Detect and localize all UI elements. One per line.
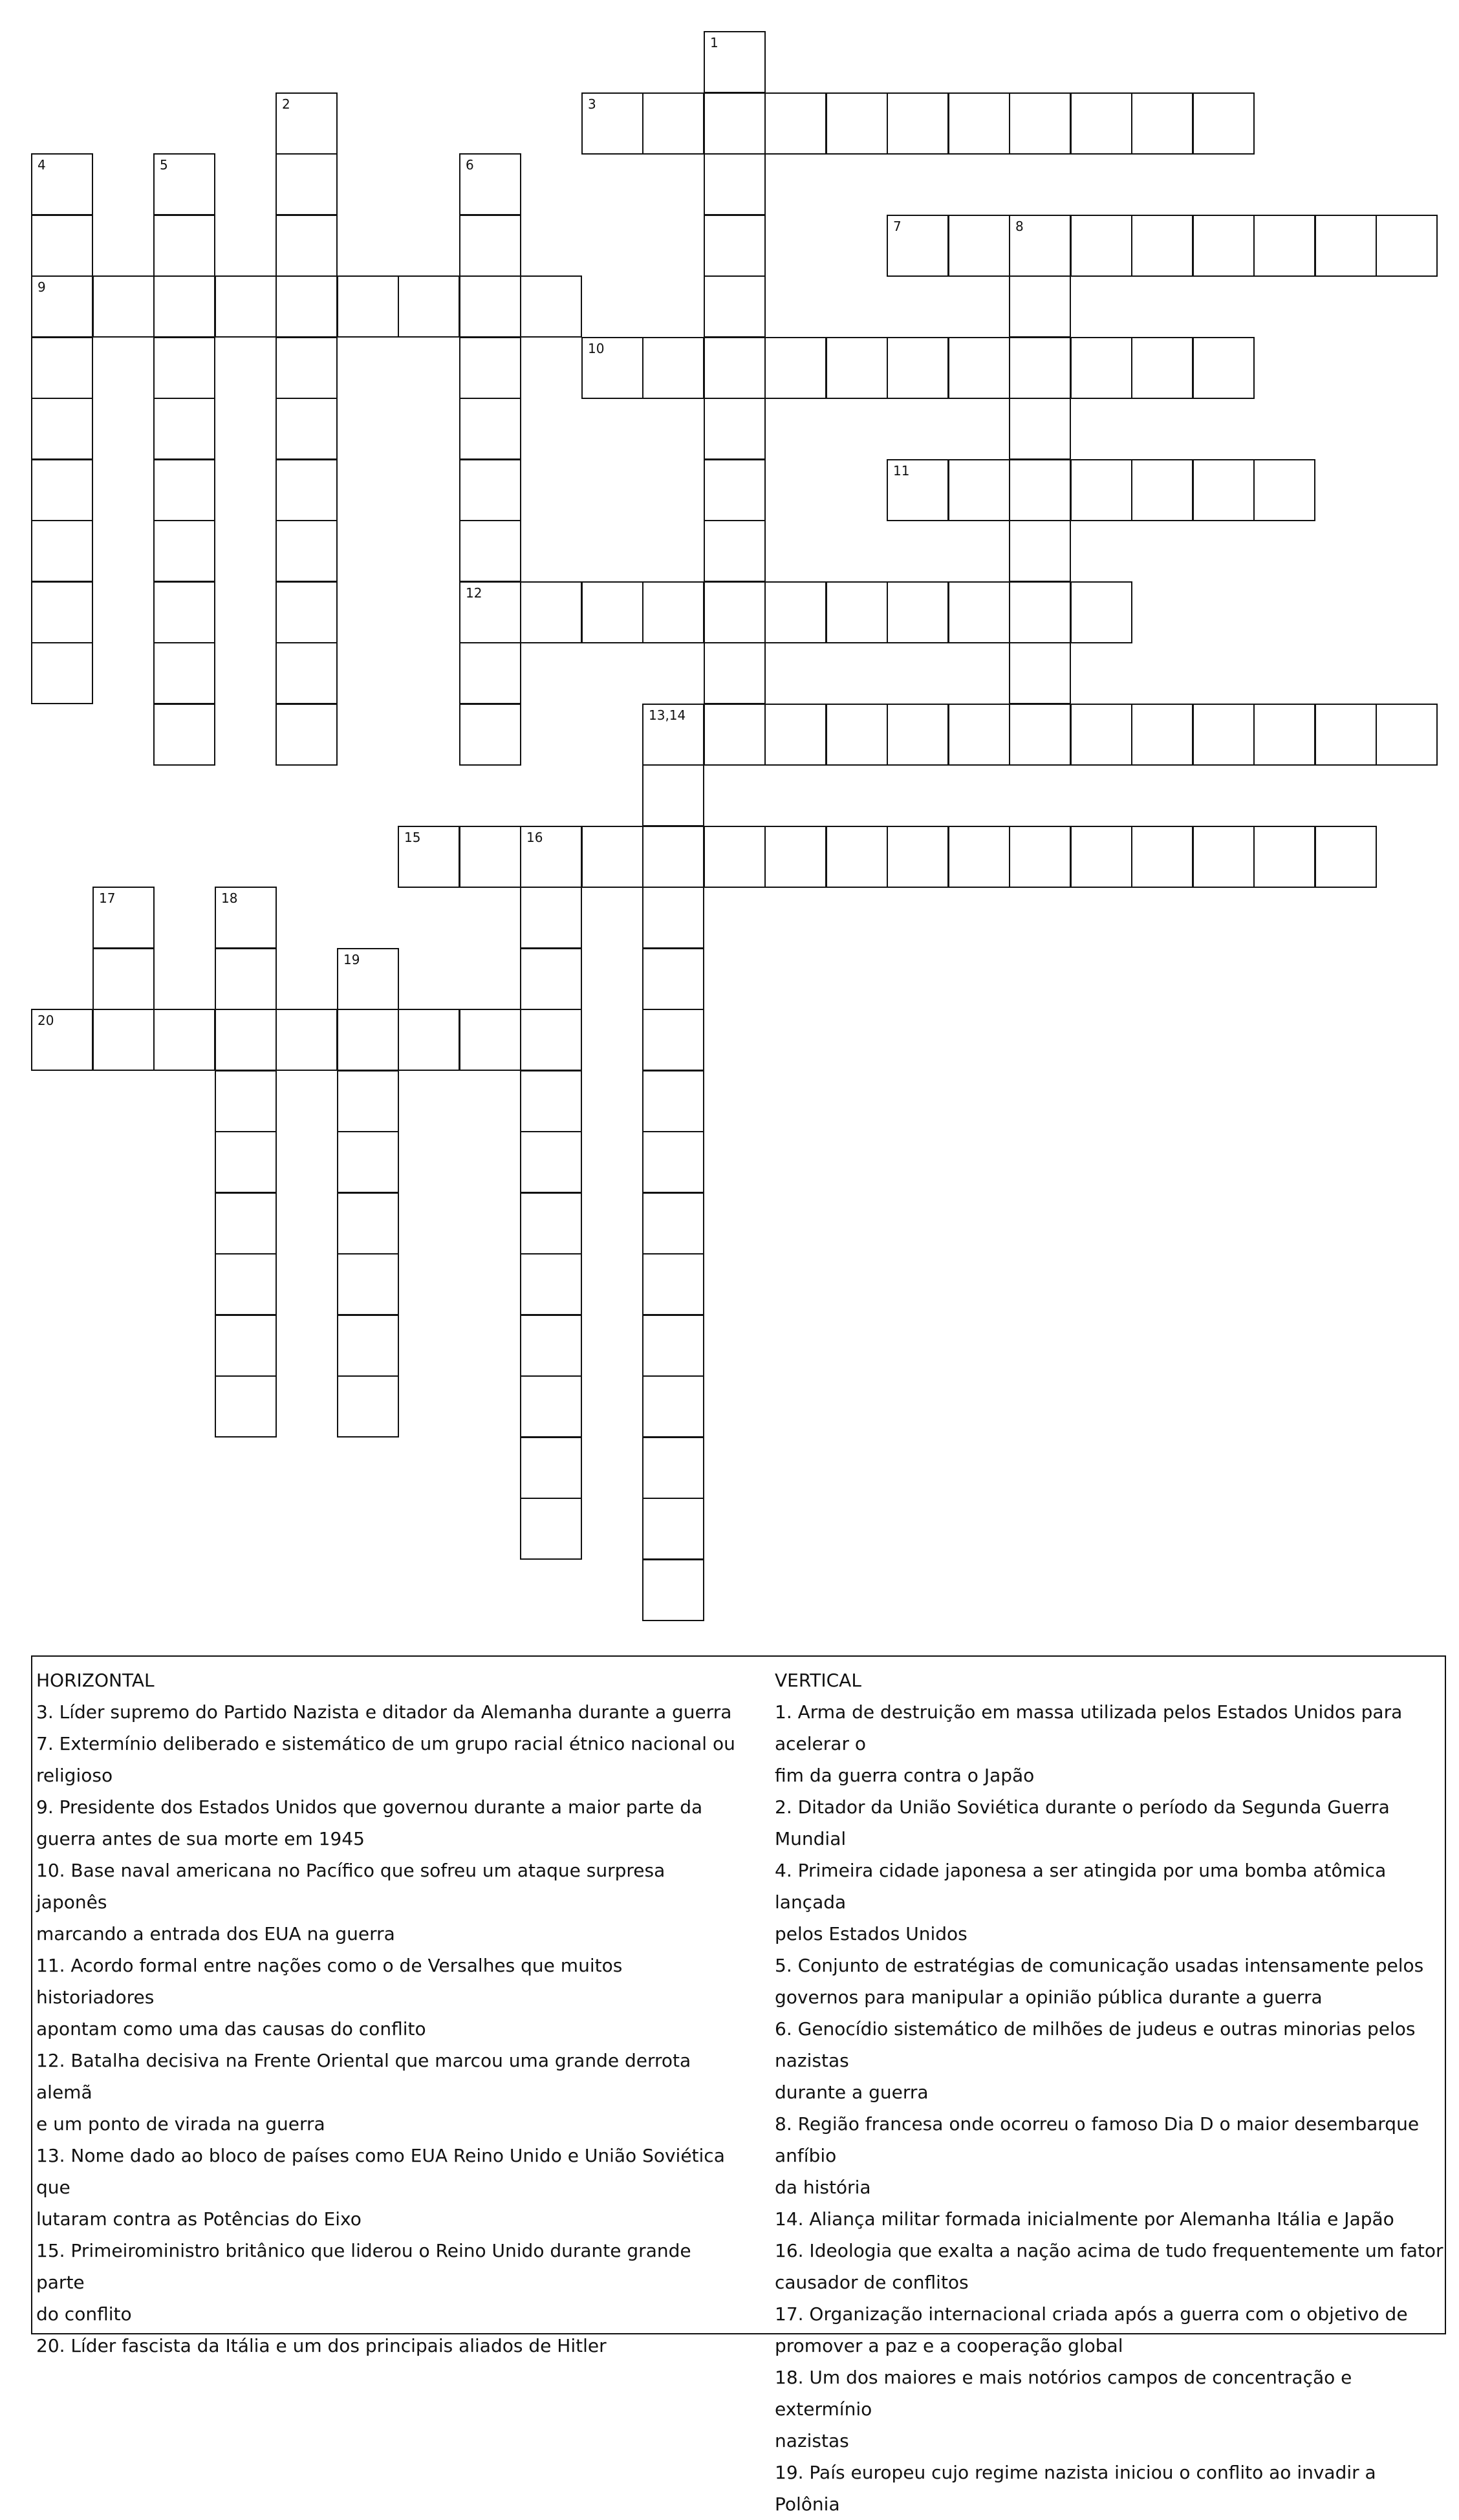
crossword-cell[interactable] xyxy=(337,948,399,1010)
crossword-cell[interactable] xyxy=(337,1070,399,1132)
crossword-cell[interactable] xyxy=(520,1070,582,1132)
crossword-cell[interactable] xyxy=(1070,826,1132,888)
crossword-cell[interactable] xyxy=(520,1437,582,1499)
clues-box xyxy=(31,1655,1446,2515)
crossword-cell[interactable] xyxy=(31,215,93,277)
crossword-cell[interactable] xyxy=(92,1009,155,1071)
crossword-cell[interactable] xyxy=(826,337,888,399)
crossword-cell[interactable] xyxy=(337,275,399,338)
crossword-cell[interactable] xyxy=(31,459,93,521)
crossword-cell[interactable] xyxy=(764,704,827,766)
crossword-cell[interactable] xyxy=(215,1375,277,1438)
clue-line: do conflito xyxy=(36,2303,132,2325)
clue-line: religioso xyxy=(36,1765,113,1786)
crossword-cell[interactable] xyxy=(276,581,338,643)
crossword-cell[interactable] xyxy=(1009,275,1071,338)
crossword-cell[interactable] xyxy=(1193,215,1255,277)
clue-line: 10. Base naval americana no Pacífico que sofreu um ataque surpresa japonês xyxy=(36,1860,665,1913)
crossword-cell[interactable] xyxy=(276,275,338,338)
crossword-cell[interactable] xyxy=(215,1192,277,1255)
crossword-cell[interactable] xyxy=(276,92,338,155)
crossword-cell[interactable] xyxy=(153,1009,215,1071)
clue-number: 10 xyxy=(588,341,605,356)
crossword-cell[interactable] xyxy=(1131,337,1193,399)
clue-line: 15. Primeiroministro britânico que liderou o Reino Unido durante grande parte xyxy=(36,2240,691,2293)
vertical-clues xyxy=(775,1664,1445,2520)
crossword-cell[interactable] xyxy=(153,520,215,582)
crossword-cell[interactable] xyxy=(459,520,521,582)
crossword-cell[interactable] xyxy=(398,1009,460,1071)
clue-line: 11. Acordo formal entre nações como o de Versalhes que muitos historiadores xyxy=(36,1955,623,2008)
crossword-cell[interactable] xyxy=(948,581,1010,643)
crossword-cell[interactable] xyxy=(826,581,888,643)
crossword-cell[interactable] xyxy=(1009,520,1071,582)
crossword-cell[interactable] xyxy=(1009,459,1071,521)
crossword-cell[interactable] xyxy=(1009,642,1071,704)
vertical-heading: VERTICAL xyxy=(775,1670,861,1691)
crossword-cell[interactable] xyxy=(704,92,766,155)
crossword-cell[interactable] xyxy=(948,92,1010,155)
crossword-cell[interactable] xyxy=(642,1315,704,1377)
clue-number: 18 xyxy=(221,890,238,906)
crossword-cell[interactable] xyxy=(520,948,582,1010)
crossword-cell[interactable] xyxy=(704,398,766,460)
crossword-cell[interactable] xyxy=(153,642,215,704)
crossword-cell[interactable] xyxy=(92,948,155,1010)
clue-number: 13,14 xyxy=(649,707,686,723)
crossword-cell[interactable] xyxy=(276,704,338,766)
crossword-cell[interactable] xyxy=(642,1131,704,1193)
crossword-cell[interactable] xyxy=(642,887,704,949)
crossword-cell[interactable] xyxy=(31,1009,93,1071)
crossword-cell[interactable] xyxy=(337,1253,399,1315)
crossword-cell[interactable] xyxy=(31,398,93,460)
crossword-cell[interactable] xyxy=(704,459,766,521)
crossword-cell[interactable] xyxy=(1070,704,1132,766)
crossword-cell[interactable] xyxy=(337,1315,399,1377)
crossword-cell[interactable] xyxy=(459,1009,521,1071)
crossword-cell[interactable] xyxy=(1193,92,1255,155)
crossword-cell[interactable] xyxy=(520,581,582,643)
clue-number: 20 xyxy=(38,1013,54,1028)
crossword-cell[interactable] xyxy=(704,520,766,582)
crossword-cell[interactable] xyxy=(642,1437,704,1499)
crossword-cell[interactable] xyxy=(215,1070,277,1132)
clue-line: 19. País europeu cujo regime nazista iniciou o conflito ao invadir a Polônia xyxy=(775,2462,1376,2515)
crossword-cell[interactable] xyxy=(1315,826,1377,888)
crossword-cell[interactable] xyxy=(459,459,521,521)
clue-line: 16. Ideologia que exalta a nação acima de tudo frequentemente um fator xyxy=(775,2240,1443,2261)
crossword-cell[interactable] xyxy=(1253,826,1315,888)
crossword-cell[interactable] xyxy=(1131,92,1193,155)
crossword-cell[interactable] xyxy=(948,826,1010,888)
crossword-cell[interactable] xyxy=(887,826,949,888)
horizontal-clue-list xyxy=(36,1696,741,2362)
crossword-cell[interactable] xyxy=(1253,459,1315,521)
vertical-clue-list xyxy=(775,1696,1445,2520)
crossword-cell[interactable] xyxy=(337,1131,399,1193)
crossword-cell[interactable] xyxy=(642,1192,704,1255)
clue-number: 8 xyxy=(1015,219,1024,234)
crossword-cell[interactable] xyxy=(704,826,766,888)
crossword-cell[interactable] xyxy=(520,1131,582,1193)
crossword-cell[interactable] xyxy=(1009,581,1071,643)
crossword-cell[interactable] xyxy=(1009,398,1071,460)
crossword-cell[interactable] xyxy=(459,704,521,766)
crossword-cell[interactable] xyxy=(826,704,888,766)
crossword-cell[interactable] xyxy=(153,459,215,521)
clue-number: 6 xyxy=(466,157,474,173)
clue-line: 4. Primeira cidade japonesa a ser atingida por uma bomba atômica lançada xyxy=(775,1860,1387,1913)
crossword-cell[interactable] xyxy=(1070,92,1132,155)
crossword-cell[interactable] xyxy=(887,581,949,643)
crossword-cell[interactable] xyxy=(459,398,521,460)
clue-line: fim da guerra contra o Japão xyxy=(775,1765,1035,1786)
crossword-cell[interactable] xyxy=(764,826,827,888)
crossword-cell[interactable] xyxy=(642,764,704,826)
crossword-cell[interactable] xyxy=(1193,337,1255,399)
crossword-cell[interactable] xyxy=(826,826,888,888)
crossword-cell[interactable] xyxy=(642,92,704,155)
crossword-cell[interactable] xyxy=(459,153,521,215)
clue-line: apontam como uma das causas do conflito xyxy=(36,2018,426,2040)
crossword-cell[interactable] xyxy=(1070,337,1132,399)
clue-line: da história xyxy=(775,2177,871,2198)
crossword-cell[interactable] xyxy=(276,459,338,521)
crossword-cell[interactable] xyxy=(459,215,521,277)
clue-number: 5 xyxy=(160,157,168,173)
crossword-cell[interactable] xyxy=(704,704,766,766)
crossword-cell[interactable] xyxy=(520,1009,582,1071)
crossword-cell[interactable] xyxy=(1070,215,1132,277)
crossword-cell[interactable] xyxy=(642,1559,704,1621)
clue-number: 9 xyxy=(38,279,46,295)
crossword-cell[interactable] xyxy=(1009,92,1071,155)
clue-line: 5. Conjunto de estratégias de comunicação usadas intensamente pelos xyxy=(775,1955,1424,1976)
crossword-cell[interactable] xyxy=(337,1375,399,1438)
crossword-cell[interactable] xyxy=(642,1009,704,1071)
crossword-cell[interactable] xyxy=(704,581,766,643)
clue-number: 15 xyxy=(404,830,421,845)
crossword-cell[interactable] xyxy=(459,642,521,704)
crossword-cell[interactable] xyxy=(1131,704,1193,766)
crossword-cell[interactable] xyxy=(887,92,949,155)
crossword-cell[interactable] xyxy=(948,337,1010,399)
crossword-cell[interactable] xyxy=(215,1009,277,1071)
crossword-cell[interactable] xyxy=(1131,459,1193,521)
crossword-cell[interactable] xyxy=(153,215,215,277)
crossword-cell[interactable] xyxy=(1131,826,1193,888)
crossword-cell[interactable] xyxy=(276,642,338,704)
crossword-cell[interactable] xyxy=(31,581,93,643)
crossword-cell[interactable] xyxy=(276,215,338,277)
crossword-cell[interactable] xyxy=(642,1375,704,1438)
crossword-cell[interactable] xyxy=(642,948,704,1010)
clue-line: causador de conflitos xyxy=(775,2272,969,2293)
clue-line: lutaram contra as Potências do Eixo xyxy=(36,2208,362,2230)
crossword-cell[interactable] xyxy=(459,581,521,643)
crossword-cell[interactable] xyxy=(31,642,93,704)
crossword-cell[interactable] xyxy=(887,704,949,766)
crossword-cell[interactable] xyxy=(31,520,93,582)
crossword-cell[interactable] xyxy=(276,1009,338,1071)
crossword-cell[interactable] xyxy=(642,1070,704,1132)
crossword-cell[interactable] xyxy=(887,459,949,521)
clue-line: promover a paz e a cooperação global xyxy=(775,2335,1123,2356)
crossword-cell[interactable] xyxy=(1193,459,1255,521)
crossword-cell[interactable] xyxy=(1376,215,1438,277)
crossword-cell[interactable] xyxy=(276,337,338,399)
crossword-cell[interactable] xyxy=(459,337,521,399)
crossword-cell[interactable] xyxy=(520,1375,582,1438)
crossword-cell[interactable] xyxy=(704,31,766,93)
crossword-cell[interactable] xyxy=(276,398,338,460)
crossword-cell[interactable] xyxy=(31,337,93,399)
crossword-cell[interactable] xyxy=(92,275,155,338)
crossword-cell[interactable] xyxy=(581,581,643,643)
crossword-cell[interactable] xyxy=(153,153,215,215)
crossword-cell[interactable] xyxy=(215,1253,277,1315)
crossword-cell[interactable] xyxy=(826,92,888,155)
clue-line: 8. Região francesa onde ocorreu o famoso Dia D o maior desembarque anfíbio xyxy=(775,2113,1420,2166)
crossword-cell[interactable] xyxy=(704,337,766,399)
clue-number: 4 xyxy=(38,157,46,173)
crossword-cell[interactable] xyxy=(215,1131,277,1193)
crossword-cell[interactable] xyxy=(764,337,827,399)
crossword-cell[interactable] xyxy=(1193,826,1255,888)
crossword-cell[interactable] xyxy=(398,275,460,338)
crossword-cell[interactable] xyxy=(1315,215,1377,277)
crossword-cell[interactable] xyxy=(1070,581,1132,643)
crossword-cell[interactable] xyxy=(1376,704,1438,766)
crossword-cell[interactable] xyxy=(153,704,215,766)
crossword-cell[interactable] xyxy=(1070,459,1132,521)
crossword-cell[interactable] xyxy=(31,153,93,215)
crossword-cell[interactable] xyxy=(276,153,338,215)
crossword-cell[interactable] xyxy=(948,459,1010,521)
crossword-cell[interactable] xyxy=(581,92,643,155)
crossword-cell[interactable] xyxy=(581,337,643,399)
clue-number: 7 xyxy=(893,219,902,234)
crossword-cell[interactable] xyxy=(337,1009,399,1071)
clue-line: 9. Presidente dos Estados Unidos que governou durante a maior parte da xyxy=(36,1796,703,1818)
crossword-cell[interactable] xyxy=(215,887,277,949)
crossword-cell[interactable] xyxy=(92,887,155,949)
crossword-cell[interactable] xyxy=(704,642,766,704)
clue-number: 11 xyxy=(893,463,910,479)
clue-line: marcando a entrada dos EUA na guerra xyxy=(36,1923,395,1944)
crossword-cell[interactable] xyxy=(153,275,215,338)
crossword-cell[interactable] xyxy=(1009,826,1071,888)
clue-number: 2 xyxy=(282,96,290,112)
crossword-cell[interactable] xyxy=(887,215,949,277)
clue-line: pelos Estados Unidos xyxy=(775,1923,967,1944)
crossword-cell[interactable] xyxy=(459,826,521,888)
crossword-cell[interactable] xyxy=(642,1498,704,1560)
clue-number: 16 xyxy=(526,830,543,845)
clue-line: 7. Extermínio deliberado e sistemático de um grupo racial étnico nacional ou xyxy=(36,1733,735,1754)
clue-line: durante a guerra xyxy=(775,2082,929,2103)
crossword-cell[interactable] xyxy=(153,337,215,399)
crossword-cell[interactable] xyxy=(704,275,766,338)
horizontal-clues xyxy=(36,1664,741,2362)
crossword-cell[interactable] xyxy=(520,275,582,338)
crossword-cell[interactable] xyxy=(153,398,215,460)
crossword-cell[interactable] xyxy=(31,275,93,338)
crossword-cell[interactable] xyxy=(581,826,643,888)
clue-line: 1. Arma de destruição em massa utilizada pelos Estados Unidos para acelerar o xyxy=(775,1701,1403,1754)
clue-line: e um ponto de virada na guerra xyxy=(36,2113,325,2135)
clue-line: guerra antes de sua morte em 1945 xyxy=(36,1828,365,1849)
clue-line: 2. Ditador da União Soviética durante o período da Segunda Guerra Mundial xyxy=(775,1796,1390,1849)
clue-line: nazistas xyxy=(775,2430,849,2451)
crossword-cell[interactable] xyxy=(520,1498,582,1560)
crossword-cell[interactable] xyxy=(1009,704,1071,766)
crossword-cell[interactable] xyxy=(887,337,949,399)
crossword-cell[interactable] xyxy=(642,826,704,888)
crossword-cell[interactable] xyxy=(520,887,582,949)
crossword-cell[interactable] xyxy=(153,581,215,643)
crossword-cell[interactable] xyxy=(337,1192,399,1255)
clue-number: 12 xyxy=(466,585,482,601)
crossword-cell[interactable] xyxy=(642,704,704,766)
clue-line: 14. Aliança militar formada inicialmente por Alemanha Itália e Japão xyxy=(775,2208,1394,2230)
clue-line: 18. Um dos maiores e mais notórios campos de concentração e extermínio xyxy=(775,2367,1352,2420)
clue-line: 6. Genocídio sistemático de milhões de judeus e outras minorias pelos nazistas xyxy=(775,2018,1416,2071)
crossword-cell[interactable] xyxy=(1253,704,1315,766)
clue-line: 17. Organização internacional criada após a guerra com o objetivo de xyxy=(775,2303,1408,2325)
clue-line: 13. Nome dado ao bloco de países como EUA Reino Unido e União Soviética que xyxy=(36,2145,725,2198)
crossword-cell[interactable] xyxy=(398,826,460,888)
crossword-cell[interactable] xyxy=(1193,704,1255,766)
clue-number: 1 xyxy=(710,35,719,50)
crossword-cell[interactable] xyxy=(764,92,827,155)
crossword-cell[interactable] xyxy=(642,337,704,399)
crossword-cell[interactable] xyxy=(1009,215,1071,277)
clue-number: 17 xyxy=(99,890,116,906)
crossword-cell[interactable] xyxy=(1315,704,1377,766)
crossword-cell[interactable] xyxy=(215,1315,277,1377)
clue-line: 3. Líder supremo do Partido Nazista e ditador da Alemanha durante a guerra xyxy=(36,1701,732,1723)
horizontal-heading: HORIZONTAL xyxy=(36,1670,155,1691)
clue-line: 20. Líder fascista da Itália e um dos principais aliados de Hitler xyxy=(36,2335,607,2356)
clue-number: 3 xyxy=(588,96,596,112)
crossword-cell[interactable] xyxy=(764,581,827,643)
crossword-cell[interactable] xyxy=(948,704,1010,766)
crossword-cell[interactable] xyxy=(215,275,277,338)
crossword-cell[interactable] xyxy=(948,215,1010,277)
clue-line: 12. Batalha decisiva na Frente Oriental que marcou uma grande derrota alemã xyxy=(36,2050,691,2103)
crossword-cell[interactable] xyxy=(520,1192,582,1255)
crossword-cell[interactable] xyxy=(704,215,766,277)
crossword-cell[interactable] xyxy=(276,520,338,582)
clue-line: governos para manipular a opinião pública durante a guerra xyxy=(775,1987,1323,2008)
crossword-cell[interactable] xyxy=(520,826,582,888)
crossword-cell[interactable] xyxy=(1131,215,1193,277)
crossword-cell[interactable] xyxy=(215,948,277,1010)
clue-number: 19 xyxy=(343,952,360,967)
crossword-cell[interactable] xyxy=(1009,337,1071,399)
crossword-cell[interactable] xyxy=(642,581,704,643)
crossword-cell[interactable] xyxy=(704,153,766,215)
crossword-cell[interactable] xyxy=(520,1315,582,1377)
crossword-cell[interactable] xyxy=(459,275,521,338)
crossword-cell[interactable] xyxy=(642,1253,704,1315)
crossword-cell[interactable] xyxy=(1253,215,1315,277)
crossword-cell[interactable] xyxy=(520,1253,582,1315)
